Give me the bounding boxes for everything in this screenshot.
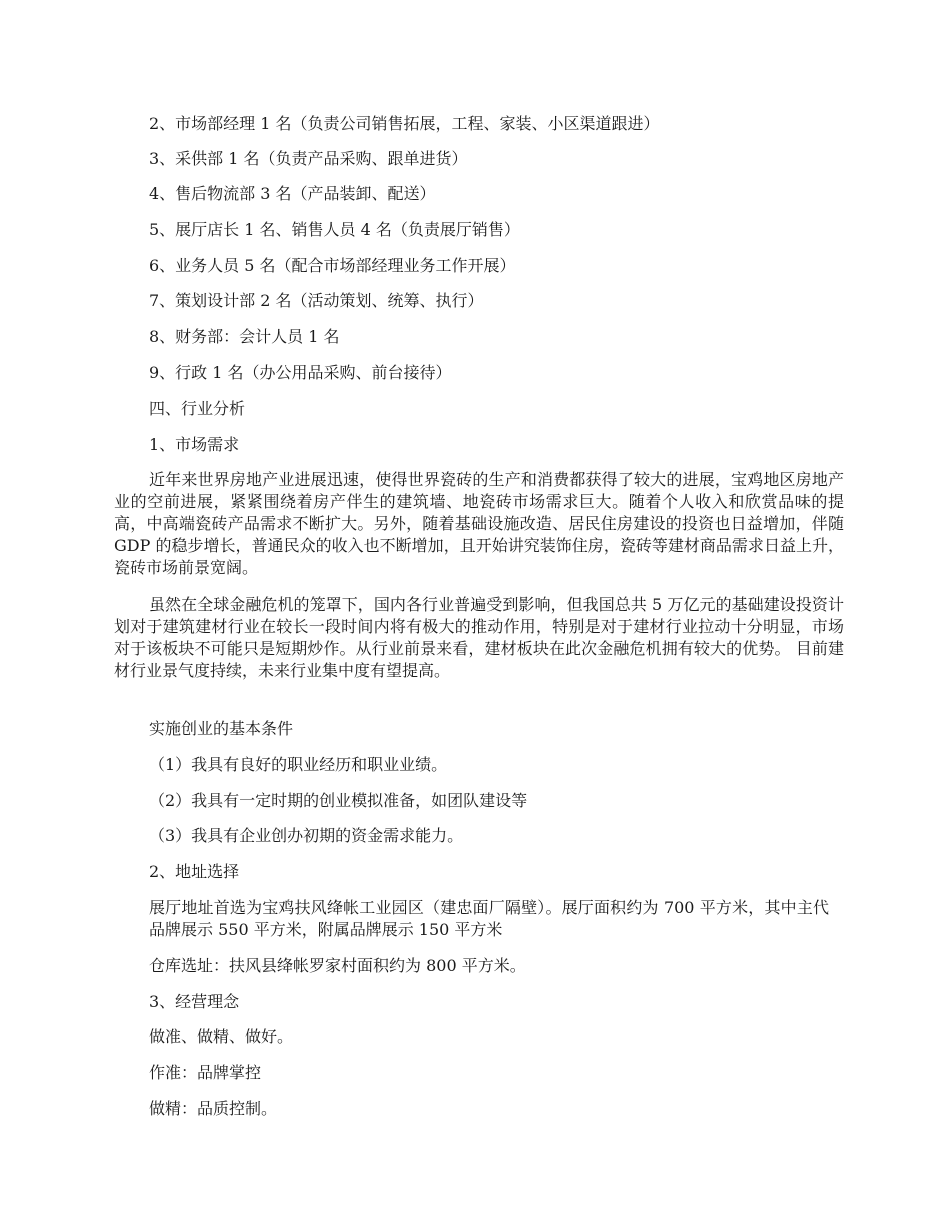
- conditions-heading: 实施创业的基本条件: [149, 719, 294, 738]
- staff-item-design: 7、策划设计部 2 名（活动策划、统筹、执行）: [149, 291, 484, 310]
- staff-item-marketing-manager: 2、市场部经理 1 名（负责公司销售拓展，工程、家装、小区渠道跟进）: [149, 114, 660, 133]
- warehouse-site-text: 仓库选址：扶风县绛帐罗家村面积约为 800 平方米。: [149, 956, 526, 975]
- staff-item-logistics: 4、售后物流部 3 名（产品装卸、配送）: [149, 184, 436, 203]
- condition-item-2: （2）我具有一定时期的创业模拟准备，如团队建设等: [149, 791, 528, 810]
- staff-item-procurement: 3、采供部 1 名（负责产品采购、跟单进货）: [149, 149, 468, 168]
- section-heading-industry-analysis: 四、行业分析: [149, 399, 246, 418]
- paragraph-market-demand: 近年来世界房地产业进展迅速，使得世界瓷砖的生产和消费都获得了较大的进展，宝鸡地区房地产业的空前进展，紧紧围绕着房产伴生的建筑墙、地瓷砖市场需求巨大。随着个人收入和欣赏品味的提高，中高端瓷砖产品需求不断扩大。另外，随着基础设施改造、居民住房建设的投资也日益增加，伴随 GDP 的稳步增长，普通民众的收入也不断增加，且开始讲究装饰住房，瓷砖等建材商品需求日益上升，瓷砖市场前景宽阔。: [114, 470, 844, 577]
- condition-item-3: （3）我具有企业创办初期的资金需求能力。: [149, 826, 464, 845]
- staff-item-admin: 9、行政 1 名（办公用品采购、前台接待）: [149, 363, 452, 382]
- paragraph-showroom-site: 展厅地址首选为宝鸡扶风绛帐工业园区（建忠面厂隔壁）。展厅面积约为 700 平方米，其中主代品牌展示 550 平方米，附属品牌展示 150 平方米: [149, 898, 829, 939]
- paragraph-financial-crisis: 虽然在全球金融危机的笼罩下，国内各行业普遍受到影响，但我国总共 5 万亿元的基础建设投资计划对于建筑建材行业在较长一段时间内将有极大的推动作用，特别是对于建材行业拉动十分明显，市场对于该板块不可能只是短期炒作。从行业前景来看，建材板块在此次金融危机拥有较大的优势。 目前建材行业景气度持续，未来行业集中度有望提高。: [114, 595, 844, 680]
- staff-item-showroom: 5、展厅店长 1 名、销售人员 4 名（负责展厅销售）: [149, 220, 520, 239]
- staff-item-finance: 8、财务部：会计人员 1 名: [149, 327, 340, 346]
- subsection-heading-market-demand: 1、市场需求: [149, 435, 240, 454]
- philosophy-item-2: 作准：品牌掌控: [149, 1063, 262, 1082]
- subsection-heading-site-selection: 2、地址选择: [149, 862, 240, 881]
- philosophy-item-1: 做准、做精、做好。: [149, 1027, 294, 1046]
- philosophy-item-3: 做精：品质控制。: [149, 1099, 278, 1118]
- subsection-heading-philosophy: 3、经营理念: [149, 992, 240, 1011]
- staff-item-business: 6、业务人员 5 名（配合市场部经理业务工作开展）: [149, 256, 516, 275]
- condition-item-1: （1）我具有良好的职业经历和职业业绩。: [149, 755, 448, 774]
